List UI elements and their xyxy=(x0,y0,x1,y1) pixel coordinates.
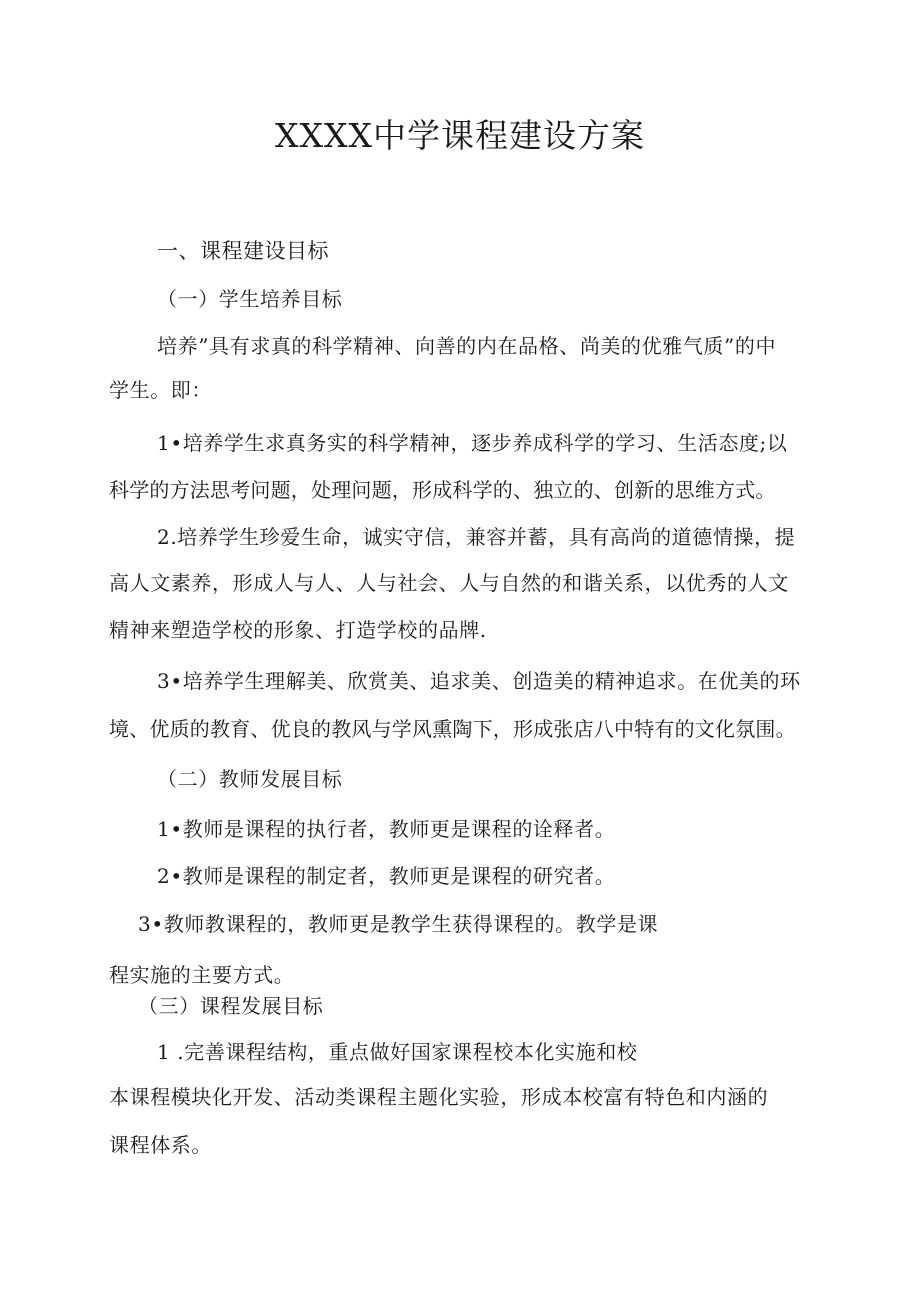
paragraph-line: 本课程模块化开发、活动类课程主题化实验，形成本校富有特色和内涵的 xyxy=(109,1085,769,1109)
paragraph-line: 3•培养学生理解美、欣赏美、追求美、创造美的精神追求。在优美的环 xyxy=(157,669,801,693)
list-item: 1•教师是课程的执行者，教师更是课程的诠释者。 xyxy=(157,817,616,841)
paragraph-line: 精神来塑造学校的形象、打造学校的品牌. xyxy=(109,618,487,642)
paragraph-line: 境、优质的教育、优良的教风与学风熏陶下，形成张店八中特有的文化氛围。 xyxy=(109,717,796,741)
list-item: 2•教师是课程的制定者，教师更是课程的研究者。 xyxy=(157,864,616,888)
paragraph-line: 程实施的主要方式。 xyxy=(109,963,295,987)
paragraph-line: 2.培养学生珍爱生命，诚实守信，兼容并蓄，具有高尚的道德情操，提 xyxy=(157,525,796,549)
paragraph-line: 学生。即： xyxy=(109,378,212,402)
subsection-heading-teacher-goals: （二）教师发展目标 xyxy=(157,767,343,791)
paragraph-line: 科学的方法思考问题，处理问题，形成科学的、独立的、创新的思维方式。 xyxy=(109,478,776,502)
paragraph-line: 培养”具有求真的科学精神、向善的内在品格、尚美的优雅气质”的中 xyxy=(157,334,777,358)
section-heading-course-goals: 一、课程建设目标 xyxy=(157,239,329,263)
paragraph-line: 1•培养学生求真务实的科学精神，逐步养成科学的学习、生活态度;以 xyxy=(157,431,788,455)
paragraph-line: 3•教师教课程的，教师更是教学生获得课程的。教学是课 xyxy=(138,912,659,936)
paragraph-line: 课程体系。 xyxy=(109,1133,212,1157)
document-title: XXXX中学课程建设方案 xyxy=(275,116,645,155)
subsection-heading-course-development-goals: （三）课程发展目标 xyxy=(138,994,324,1018)
paragraph-line: 高人文素养，形成人与人、人与社会、人与自然的和谐关系，以优秀的人文 xyxy=(109,571,789,595)
paragraph-line: 1 .完善课程结构，重点做好国家课程校本化实施和校 xyxy=(157,1040,638,1064)
subsection-heading-student-goals: （一）学生培养目标 xyxy=(157,287,343,311)
